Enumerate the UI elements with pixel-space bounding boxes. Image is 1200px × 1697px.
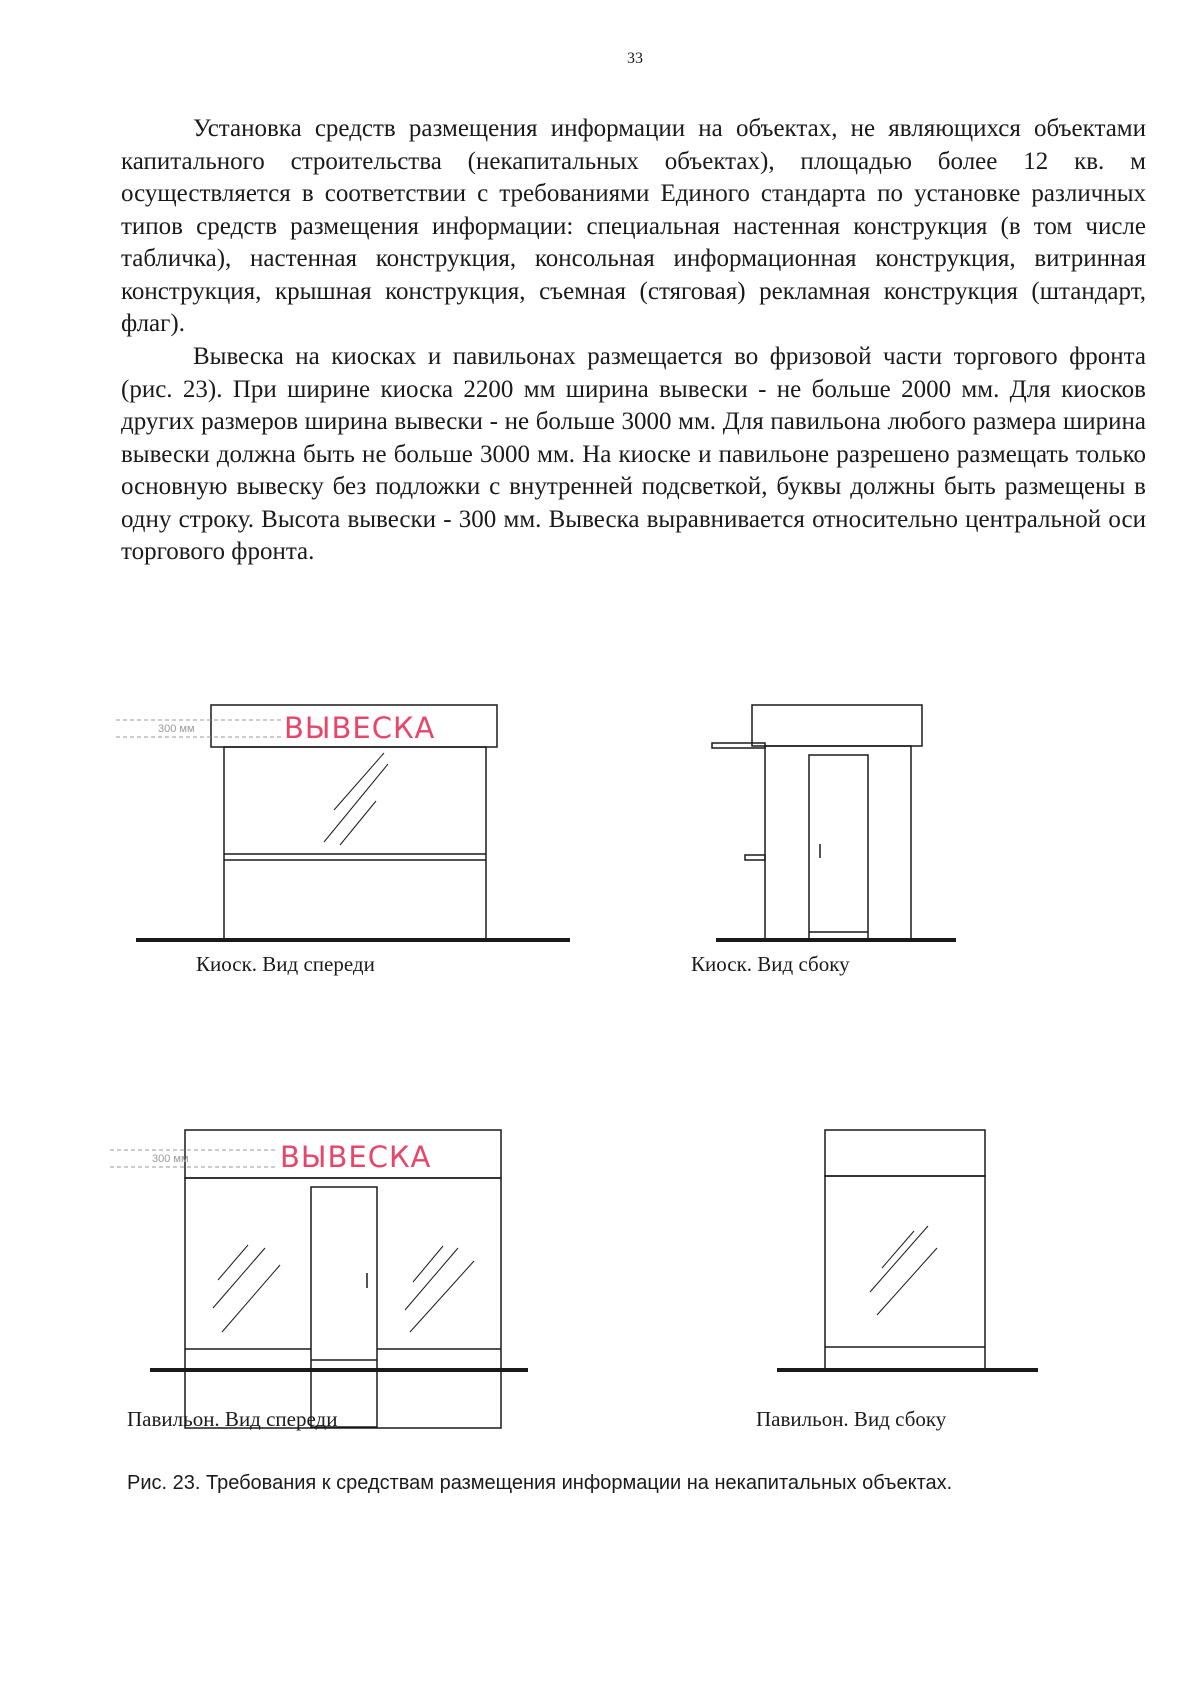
pavilion-front-body: [185, 1178, 501, 1428]
pavilion-front-sign-text: ВЫВЕСКА: [280, 1140, 432, 1174]
pavilion-side-caption: Павильон. Вид сбоку: [756, 1407, 947, 1431]
paragraph-sign-requirements: Вывеска на киосках и павильонах размещается во фризовой части торгового фронта (рис. 23). При ширине киоска 2200 мм ширина вывески - не больше 2000 мм. Для киосков других размеров ширина вывески - не больше 3000 мм. Для павильона любого размера ширина вывески должна быть не больше 3000 мм. На киоске и павильоне разрешено размещать только основную вывеску без подложки с внутренней подсветкой, буквы должны быть размещены в одну строку. Высота вывески - 300 мм. Вывеска выравнивается относительно центральной оси торгового фронта.: [121, 343, 1146, 565]
kiosk-front-drawing: [100, 695, 580, 955]
kiosk-front-caption: Киоск. Вид спереди: [196, 952, 375, 976]
pavilion-front-drawing: [100, 1120, 560, 1390]
pavilion-side-sign-box: [825, 1130, 985, 1176]
kiosk-side-caption: Киоск. Вид сбоку: [691, 952, 850, 976]
paragraph-info-structures: Установка средств размещения информации на объектах, не являющихся объектами капитального строительства (некапитальных объектах), площадью более 12 кв. м осуществляется в соответствии с требованиями Единого стандарта по установке различных типов средств размещения информации: специальная настенная конструкция (в том числе табличка), настенная конструкция, консольная информационная конструкция, витринная конструкция, крышная конструкция, съемная (стяговая) рекламная конструкция (штандарт, флаг).: [121, 115, 1146, 337]
kiosk-side-door: [809, 755, 868, 940]
kiosk-front-dimension-label: 300 мм: [158, 723, 195, 735]
pavilion-side-drawing: [770, 1120, 1070, 1390]
kiosk-front-sign-text: ВЫВЕСКА: [284, 711, 436, 745]
pavilion-front-door: [311, 1187, 377, 1427]
pavilion-side-body: [825, 1176, 985, 1370]
pavilion-front-dimension-label: 300 мм: [152, 1153, 189, 1165]
page-number: 33: [627, 50, 643, 67]
kiosk-side-body: [765, 746, 911, 940]
kiosk-side-sign-box: [752, 705, 922, 746]
pavilion-front-caption: Павильон. Вид спереди: [127, 1407, 338, 1431]
kiosk-side-drawing: [700, 695, 970, 955]
figure-caption: Рис. 23. Требования к средствам размещения информации на некапитальных объектах.: [127, 1472, 953, 1494]
kiosk-front-body: [224, 747, 486, 940]
